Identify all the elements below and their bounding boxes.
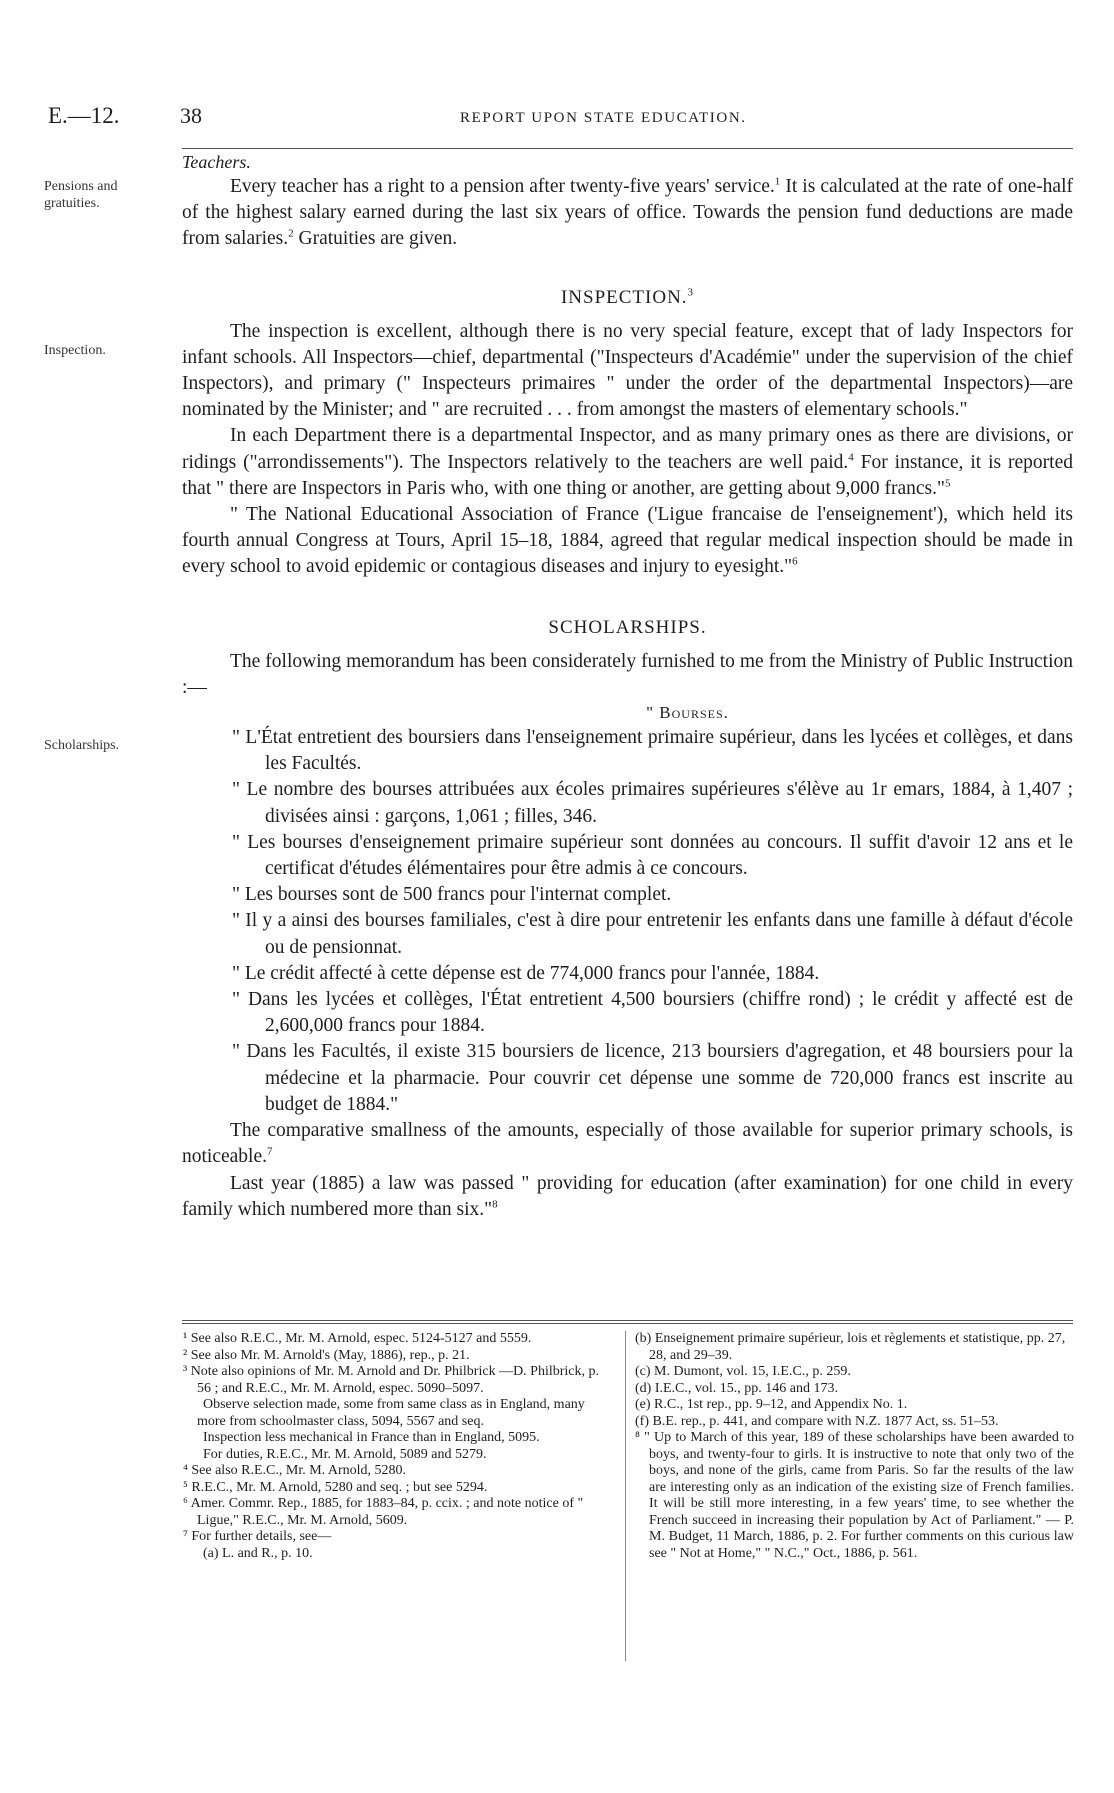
footnote: ⁴ See also R.E.C., Mr. M. Arnold, 5280.	[183, 1463, 407, 1478]
document-code: E.—12.	[48, 103, 120, 128]
footnote: (a) L. and R., p. 10.	[203, 1545, 313, 1561]
bourses-quote: " L'État entretient des boursiers dans l'enseignement primaire supérieur, dans les lycées et collèges, et dans les Facultés.	[232, 727, 1073, 775]
footnote: ⁷ For further details, see—	[183, 1529, 332, 1544]
bourses-quote: " Il y a ainsi des bourses familiales, c'est à dire pour entretenir les enfants dans une famille à défaut d'école ou de pensionnat.	[232, 910, 1073, 958]
scholarships-intro: The following memorandum has been considerately furnished to me from the Ministry of Public Instruction :—	[182, 650, 1073, 698]
footnote: For duties, R.E.C., Mr. M. Arnold, 5089 and 5279.	[203, 1446, 487, 1462]
footnote: ⁵ R.E.C., Mr. M. Arnold, 5280 and seq. ; but see 5294.	[183, 1479, 488, 1495]
scholarships-heading: SCHOLARSHIPS.	[548, 616, 707, 638]
footnote: Observe selection made, some from same class as in England, many more from schoolmaster class, 5094, 5567 and seq.	[197, 1397, 585, 1429]
inspection-paragraph-2: In each Department there is a departmental Inspector, and as many primary ones as there are divisions, or ridings ("arrondissements"). The Inspectors relatively to the teachers are well paid.$^4$ For instance, it is reported that " there are Inspectors in Paris who, with one thing or another, are getting about 9,000 francs."$^5$	[182, 425, 1073, 499]
footnote: Inspection less mechanical in France than in England, 5095.	[203, 1430, 540, 1445]
scholarships-paragraph-1: The comparative smallness of the amounts, especially of those available for superior primary schools, is noticeable.$^7$	[182, 1120, 1073, 1168]
footnote: ² See also Mr. M. Arnold's (May, 1886), rep., p. 21.	[183, 1347, 470, 1363]
footnote: (f) B.E. rep., p. 441, and compare with N.Z. 1877 Act, ss. 51–53.	[635, 1413, 999, 1429]
footnote-column-divider	[625, 1331, 626, 1661]
footnote: ¹ See also R.E.C., Mr. M. Arnold, espec. 5124-5127 and 5559.	[183, 1331, 532, 1346]
bourses-quote: " Les bourses d'enseignement primaire supérieur sont données au concours. Il suffit d'avoir 12 ans et le certificat d'études élémentaires pour être admis à ce concours.	[232, 831, 1073, 880]
inspection-heading: INSPECTION.$^3$	[560, 286, 695, 308]
footnotes-right-column	[635, 1331, 1074, 1562]
footnote-rule	[182, 1323, 1073, 1324]
bourses-heading: " Bourses.	[646, 703, 729, 723]
margin-note-pensions: Pensions and gratuities.	[44, 179, 118, 211]
footnotes-left-column	[183, 1331, 616, 1562]
footnote: ³ Note also opinions of Mr. M. Arnold and Dr. Philbrick —D. Philbrick, p. 56 ; and R.E.C., Mr. M. Arnold, espec. 5090–5097.	[183, 1364, 600, 1396]
bourses-quote: " Dans les Facultés, il existe 315 boursiers de licence, 213 boursiers d'agregation, et 48 boursiers pour la médecine et la pharmacie. Pour couvrir cet dépense une somme de 720,000 francs est inscrite au budget de 1884."	[232, 1041, 1073, 1115]
bourses-quote: " Les bourses sont de 500 francs pour l'internat complet.	[232, 884, 672, 906]
teachers-paragraph: Every teacher has a right to a pension after twenty-five years' service.$^1$ It is calculated at the rate of one-half of the highest salary earned during the last six years of office. Towards the pension fund deductions are made from salaries.$^2$ Gratuities are given.	[182, 175, 1073, 250]
footnote: (d) I.E.C., vol. 15., pp. 146 and 173.	[635, 1380, 838, 1396]
footnote: (c) M. Dumont, vol. 15, I.E.C., p. 259.	[635, 1364, 851, 1379]
bourses-quote: " Dans les lycées et collèges, l'État entretient 4,500 boursiers (chiffre rond) ; le crédit y affecté est de 2,600,000 francs pour 1884.	[232, 989, 1073, 1037]
page-number: 38	[180, 103, 202, 128]
footnote: (b) Enseignement primaire supérieur, lois et règlements et statistique, pp. 27, 28, and 29–39.	[635, 1331, 1066, 1363]
bourses-quote: " Le crédit affecté à cette dépense est de 774,000 francs pour l'année, 1884.	[232, 962, 820, 984]
running-title: REPORT UPON STATE EDUCATION.	[460, 110, 747, 126]
header-rule	[182, 148, 1073, 149]
teachers-subheading: Teachers.	[182, 152, 251, 172]
footnote: (e) R.C., 1st rep., pp. 9–12, and Appendix No. 1.	[635, 1397, 908, 1412]
inspection-paragraph-1: The inspection is excellent, although there is no very special feature, except that of lady Inspectors for infant schools. All Inspectors—chief, departmental ("Inspecteurs d'Académie" under the supervision of the chief Inspectors), and primary (" Inspecteurs primaires " under the order of the departmental Inspectors)—are nominated by the Minister; and " are recruited . . . from amongst the masters of elementary schools."	[182, 320, 1073, 421]
margin-note-scholarships: Scholarships.	[44, 738, 120, 753]
main-text	[182, 150, 1073, 1223]
bourses-quote: " Le nombre des bourses attribuées aux écoles primaires supérieures s'élève au 1r emars, 1884, à 1,407 ; divisées ainsi : garçons, 1,061 ; filles, 346.	[232, 779, 1073, 827]
footnote-rule	[182, 1320, 1073, 1321]
margin-note-inspection: Inspection.	[44, 343, 106, 358]
inspection-paragraph-3: " The National Educational Association of France ('Ligue francaise de l'enseignement'), which held its fourth annual Congress at Tours, April 15–18, 1884, agreed that regular medical inspection should be made in every school to avoid epidemic or contagious diseases and injury to eyesight."$^6$	[182, 504, 1073, 578]
footnote: ⁶ Amer. Commr. Rep., 1885, for 1883–84, p. ccix. ; and note notice of " Ligue," R.E.C., Mr. M. Arnold, 5609.	[183, 1496, 584, 1528]
scholarships-paragraph-2: Last year (1885) a law was passed " providing for education (after examination) for one child in every family which numbered more than six."$^8$	[182, 1172, 1073, 1220]
footnote: ⁸ " Up to March of this year, 189 of these scholarships have been awarded to boys, and twenty-four to girls. It is instructive to note that only two of the boys, and none of the girls, came from Paris. So far the results of the law are interesting only as an indication of the existing size of French families. It will be still more interesting, in a few years' time, to see whether the French succeed in increasing their population by Act of Parliament." — P. M. Budget, 11 March, 1886, p. 2. For further comments on this curious law see " Not at Home," " N.C.," Oct., 1886, p. 561.	[635, 1430, 1074, 1561]
